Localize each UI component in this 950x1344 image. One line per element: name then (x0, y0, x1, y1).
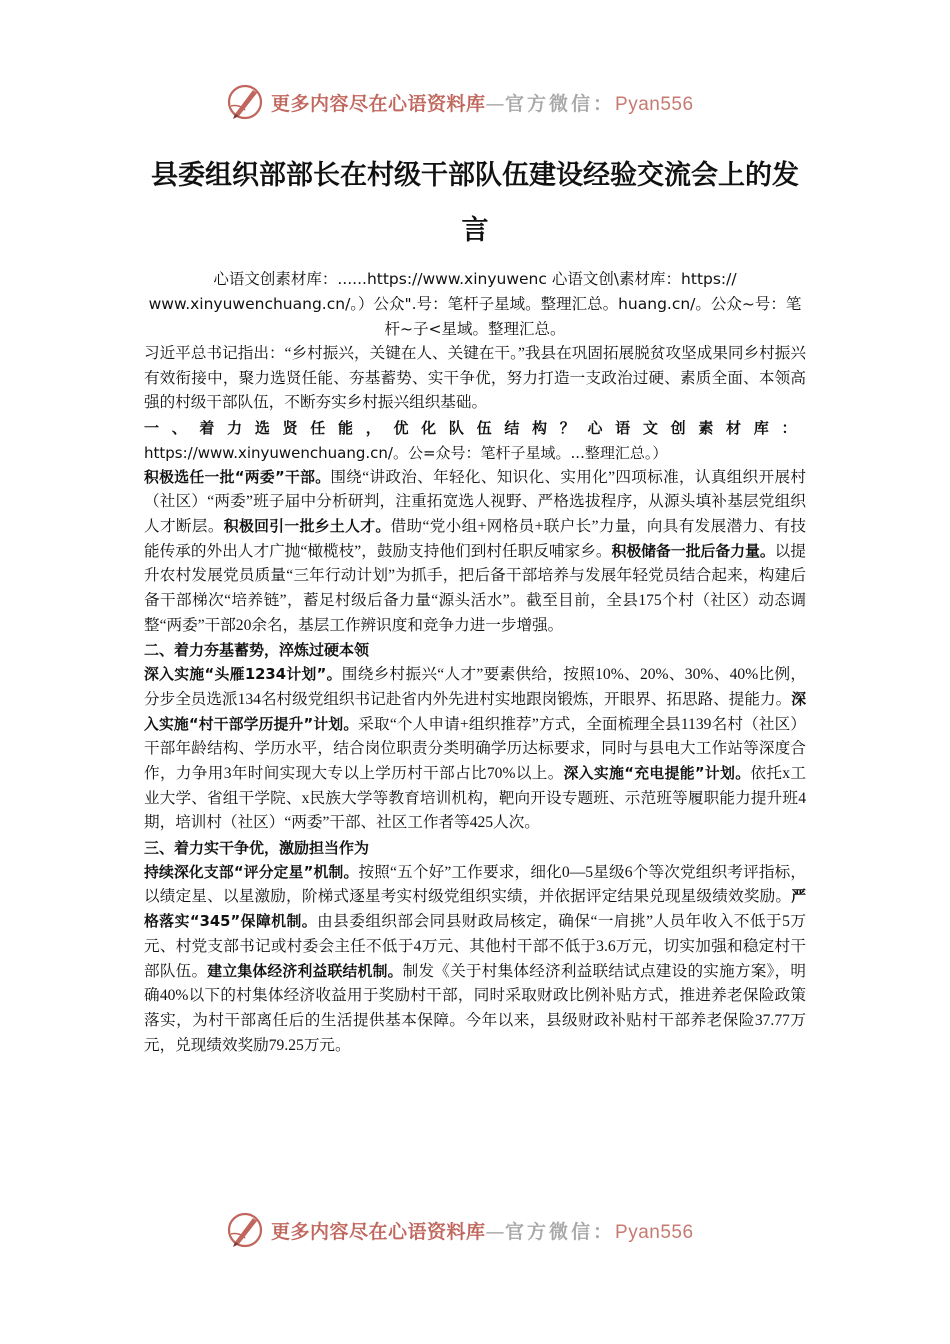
banner-text (271, 1217, 694, 1244)
section-2-point-1-title: 深入实施“头雁1234计划”。 (144, 666, 342, 684)
section-2-point-2-title: 深入实施“村干部学历提升”计划。 (144, 690, 806, 733)
section-1-point-3-text: 以提升农村发展党员质量“三年行动计划”为抓手，把后备干部培养与发展年轻党员结合起来，构建后备干部梯次“培养链”，蓄足村级后备力量“源头活水”。截至目前，全县175个村（社区）动态调整“两委”干部20余名，基层工作辨识度和竞争力进一步增强。 (144, 542, 806, 634)
section-1-heading-text: 一、着力选贤任能，优化队伍结构？心语文创素材库： (144, 419, 806, 438)
header-watermark-banner (225, 80, 725, 124)
section-3-point-1-text: 按照“五个好”工作要求，细化0—5星级6个等次党组织考评指标，以绩定星、以星激励，阶梯式逐星考实村级党组织实绩，并依据评定结果兑现星级绩效奖励。 (144, 863, 807, 906)
banner-main-text: 更多内容尽在心语资料库 (271, 92, 486, 115)
section-3-point-3-title: 建立集体经济利益联结机制。 (207, 962, 403, 980)
section-3-heading: 三、着力实干争优，激励担当作为 (144, 839, 370, 858)
section-1-point-3-title: 积极储备一批后备力量。 (611, 542, 775, 560)
source-note: 心语文创素材库：......https://www.xinyuwenc 心语文创\素材库：https:// www.xinyuwenchuang.cn/。）公众".号：笔杆子星域。整理汇总。huang.cn/。公众~号：笔杆~子<星域。整理汇总。 (148, 270, 802, 338)
banner-wechat-label: 官方微信： (505, 1220, 616, 1243)
section-3-paragraph (144, 861, 806, 1059)
section-2-paragraph (144, 663, 806, 836)
pen-logo-icon (225, 1210, 265, 1250)
section-2-point-3-title: 深入实施“充电提能”计划。 (563, 764, 751, 782)
document-body (144, 267, 806, 1058)
pen-logo-icon (225, 82, 265, 122)
section-1-point-1-text: 围绕“讲政治、年轻化、知识化、实用化”四项标准，认真组织开展村（社区）“两委”班子届中分析研判，注重拓宽选人视野、严格选拔程序，从源头填补基层党组织人才断层。 (144, 468, 807, 535)
section-3-point-2-text: 由县委组织部会同县财政局核定，确保“一肩挑”人员年收入不低于5万元、村党支部书记或村委会主任不低于4万元、其他村干部不低于3.6万元，切实加强和稳定村干部队伍。 (144, 913, 807, 980)
banner-wechat-id: Pyan556 (615, 93, 694, 115)
banner-main-text: 更多内容尽在心语资料库 (271, 1220, 486, 1243)
document-title: 县委组织部部长在村级干部队伍建设经验交流会上的发言 (151, 160, 799, 246)
banner-dash: — (485, 1220, 506, 1243)
banner-text (271, 89, 694, 116)
section-3-point-2-title: 严格落实“345”保障机制。 (144, 888, 806, 931)
section-1-heading-tail: https://www.xinyuwenchuang.cn/。公=众号：笔杆子星域。...整理汇总。） (144, 443, 668, 462)
section-1-heading (144, 416, 806, 465)
banner-wechat-label: 官方微信： (505, 92, 616, 115)
section-1-point-2-text: 借助“党小组+网格员+联户长”力量，向具有发展潜力、有技能传承的外出人才广抛“橄榄枝”，鼓励支持他们到村任职反哺家乡。 (144, 517, 806, 560)
section-3-point-3-text: 制发《关于村集体经济利益联结试点建设的实施方案》，明确40%以下的村集体经济收益用于奖励村干部，同时采取财政比例补贴方式，推进养老保险政策落实，为村干部离任后的生活提供基本保障。今年以来，县级财政补贴村干部养老保险37.77万元，兑现绩效奖励79.25万元。 (144, 962, 806, 1054)
section-1-point-1-title: 积极选任一批“两委”干部。 (144, 468, 331, 486)
section-1-paragraph (144, 466, 806, 639)
section-1-point-2-title: 积极回引一批乡土人才。 (223, 517, 391, 535)
banner-dash: — (485, 92, 506, 115)
section-3-point-1-title: 持续深化支部“评分定星”机制。 (144, 863, 359, 881)
footer-watermark-banner (225, 1208, 725, 1252)
section-2-point-1-text: 围绕乡村振兴“人才”要素供给，按照10%、20%、30%、40%比例，分步全员选派134名村级党组织书记赴省内外先进村实地跟岗锻炼，开眼界、拓思路、提能力。 (144, 666, 806, 708)
section-2-heading: 二、着力夯基蓄势，淬炼过硬本领 (144, 641, 370, 660)
section-2-point-2-text: 采取“个人申请+组织推荐”方式，全面梳理全县1139名村（社区）干部年龄结构、学历水平，结合岗位职责分类明确学历达标要求，同时与县电大工作站等深度合作，力争用3年时间实现大专以上学历村干部占比70%以上。 (144, 715, 807, 782)
banner-wechat-id: Pyan556 (615, 1221, 694, 1243)
intro-paragraph: 习近平总书记指出：“乡村振兴，关键在人、关键在干。”我县在巩固拓展脱贫攻坚成果同乡村振兴有效衔接中，聚力选贤任能、夯基蓄势、实干争优，努力打造一支政治过硬、素质全面、本领高强的村级干部队伍，不断夯实乡村振兴组织基础。 (144, 345, 806, 412)
section-2-point-3-text: 依托x工业大学、省组干学院、x民族大学等教育培训机构，靶向开设专题班、示范班等履职能力提升班4期，培训村（社区）“两委”干部、社区工作者等425人次。 (144, 764, 806, 832)
